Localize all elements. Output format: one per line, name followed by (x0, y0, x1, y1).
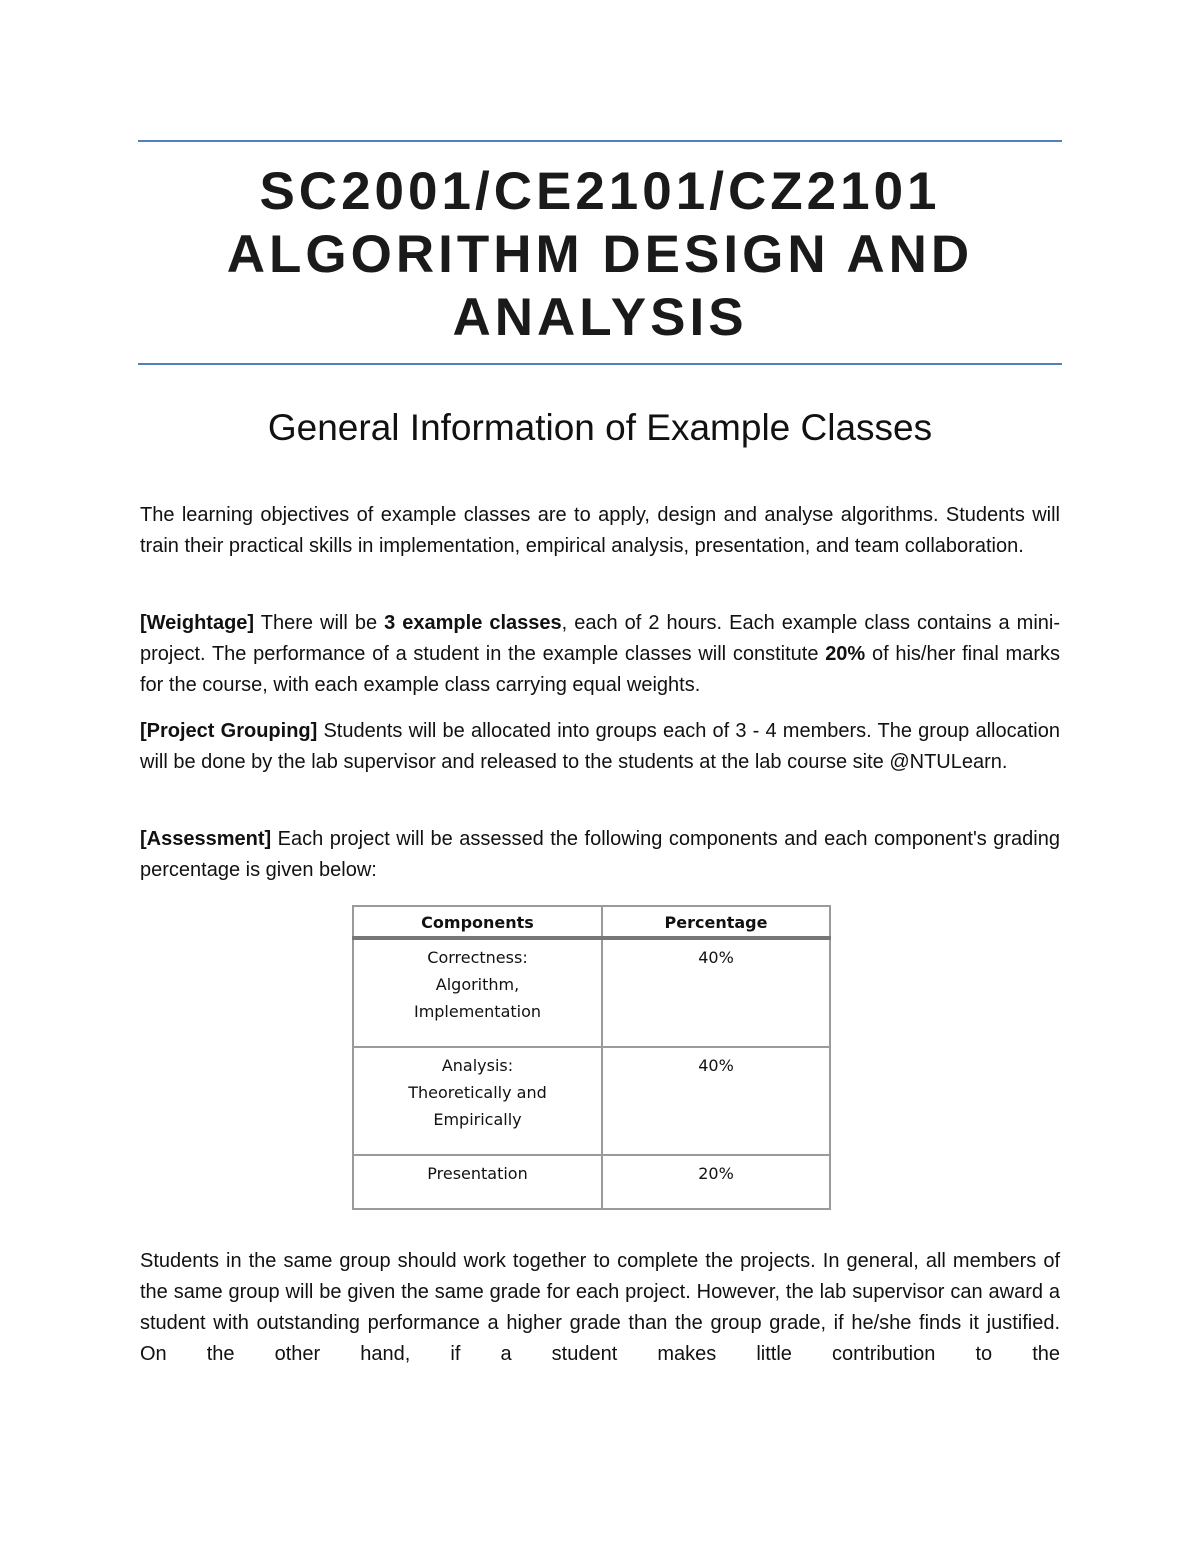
title-line-course-name-cont: ANALYSIS (452, 288, 748, 347)
weightage-percentage: 20% (825, 643, 866, 665)
closing-paragraph: Students in the same group should work together to complete the projects. In general, all members of the same group will be given the same grade for each project. However, the lab supervisor can award a student with outstanding performance a higher grade than the group grade, if he/she finds it justified. On the other hand, if a student makes little contribution to the (140, 1250, 1060, 1365)
weightage-text-3: of his/her final marks for the course, with each example class carrying equal weights. (140, 643, 1060, 696)
table-row (353, 1155, 830, 1209)
table-cell-percentage: 40% (602, 1047, 830, 1155)
assessment-text: Each project will be assessed the following components and each component's grading percentage is given below: (140, 828, 1060, 881)
title-bottom-rule (138, 363, 1062, 365)
weightage-label: [Weightage] (140, 612, 255, 634)
document-title (138, 160, 1062, 349)
assessment-label: [Assessment] (140, 828, 272, 850)
weightage-paragraph (140, 608, 1060, 701)
assessment-paragraph (140, 824, 1060, 886)
component-line: Theoretically and (408, 1083, 547, 1102)
weightage-class-count: 3 example classes (384, 612, 562, 634)
table-header-percentage: Percentage (602, 906, 830, 938)
weightage-text-2: , each of 2 hours. Each example class contains a mini-project. The performance of a student in the example classes will constitute (140, 612, 1060, 665)
weightage-text-1: There will be (254, 612, 385, 634)
table-cell-percentage: 20% (602, 1155, 830, 1209)
grouping-text: Students will be allocated into groups each of 3 - 4 members. The group allocation will be done by the lab supervisor and released to the students at the lab course site @NTULearn. (140, 720, 1060, 773)
table-cell-percentage: 40% (602, 938, 830, 1047)
component-line: Analysis: (441, 1056, 514, 1075)
table-cell-component (353, 1155, 602, 1209)
table-cell-component (353, 938, 602, 1047)
title-line-course-name: ALGORITHM DESIGN AND (226, 225, 974, 284)
table-header-row (353, 906, 830, 938)
grouping-label: [Project Grouping] (140, 720, 318, 742)
table-row (353, 938, 830, 1047)
table-row (353, 1047, 830, 1155)
intro-paragraph: The learning objectives of example classes are to apply, design and analyse algorithms. Students will train their practical skills in implementation, empirical analysis, presentation, and team collaboration. (140, 504, 1060, 557)
title-top-rule (138, 140, 1062, 142)
table-cell-component (353, 1047, 602, 1155)
title-line-course-codes: SC2001/CE2101/CZ2101 (259, 162, 941, 221)
component-line: Algorithm, (435, 975, 520, 994)
component-line: Presentation (427, 1164, 528, 1183)
table-header-components: Components (353, 906, 602, 938)
component-line: Implementation (413, 1002, 542, 1021)
section-heading: General Information of Example Classes (267, 407, 933, 448)
assessment-table (352, 905, 831, 1210)
grouping-paragraph (140, 716, 1060, 778)
component-line: Empirically (433, 1110, 522, 1129)
component-line: Correctness: (427, 948, 528, 967)
